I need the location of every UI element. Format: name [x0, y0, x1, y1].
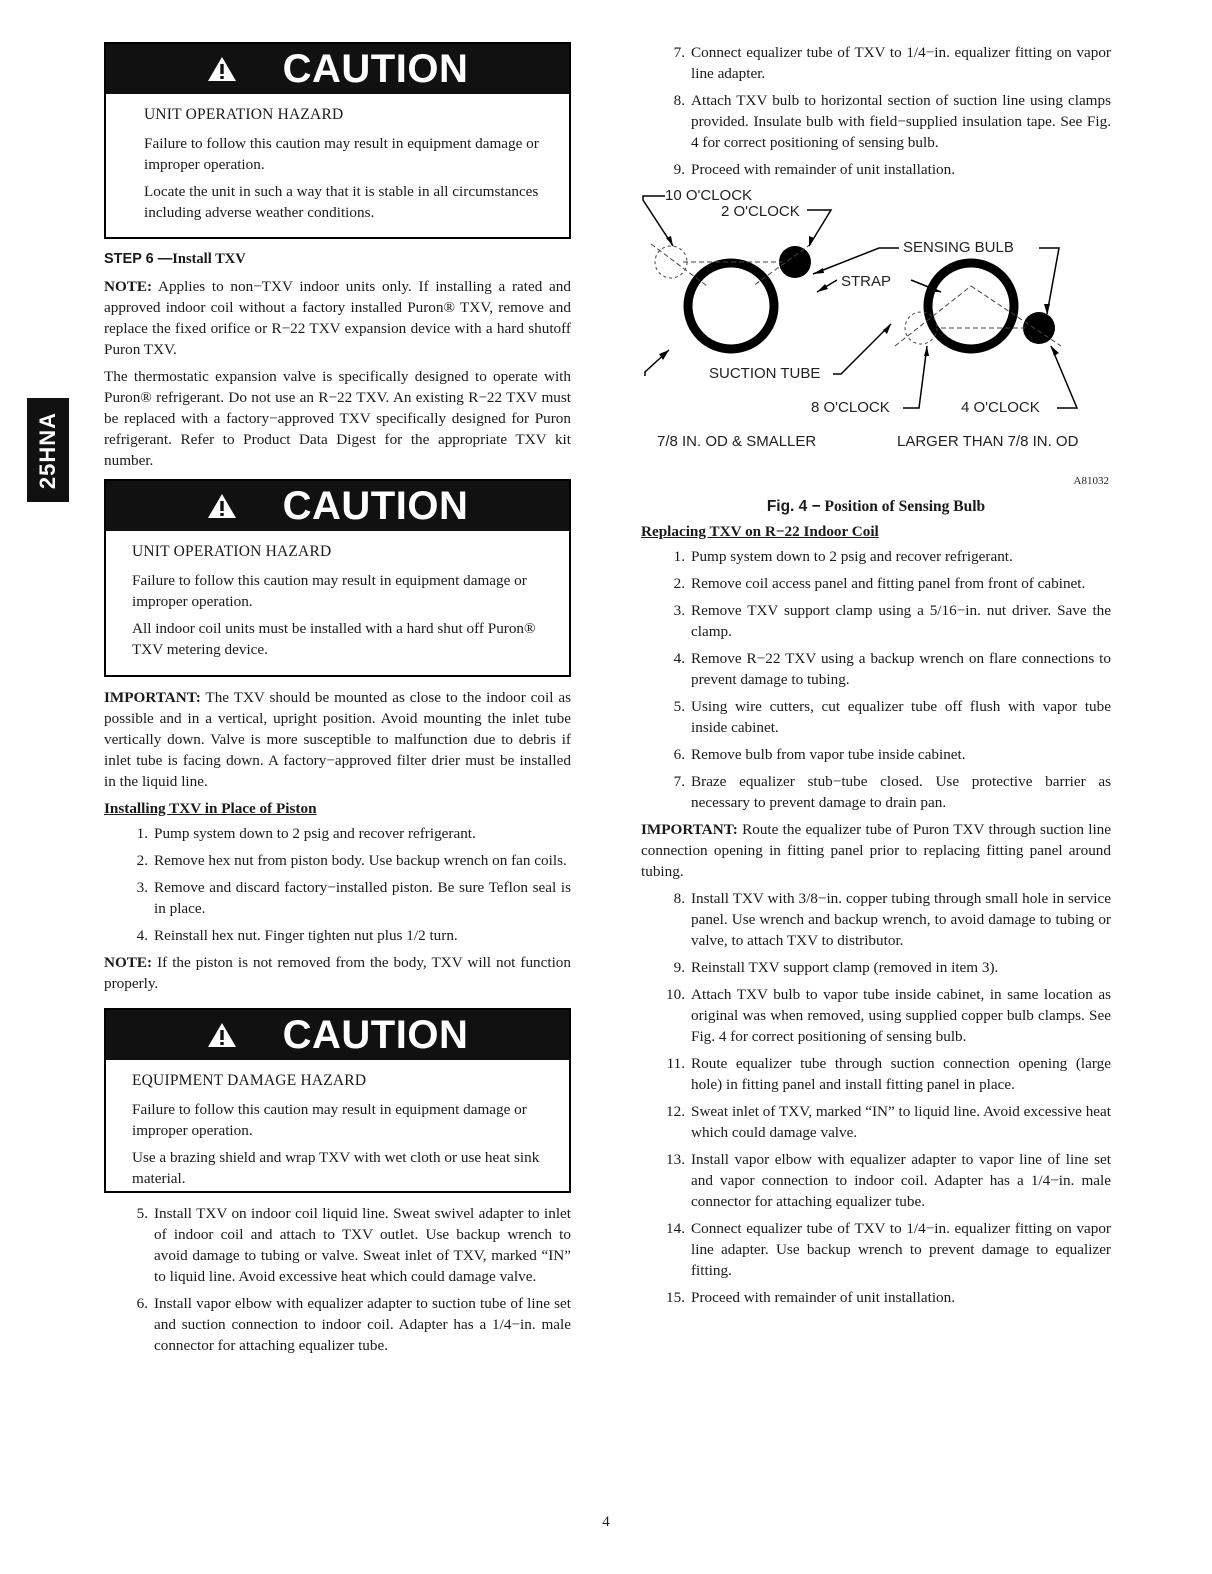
sensing-bulb-small: [779, 246, 811, 278]
item-text: Pump system down to 2 psig and recover refrigerant.: [154, 825, 476, 842]
side-tab-label: 25HNA: [35, 411, 61, 489]
right-column: [641, 42, 1111, 1314]
label-8-oclock: 8 O'CLOCK: [811, 399, 890, 416]
list-item: [104, 1293, 571, 1356]
label-sensing-bulb: SENSING BULB: [903, 239, 1014, 256]
note-label: NOTE:: [104, 954, 153, 971]
important-label: IMPORTANT:: [104, 689, 201, 706]
item-text: Remove bulb from vapor tube inside cabinet.: [691, 746, 966, 763]
item-number: 7.: [673, 773, 685, 790]
item-number: 4.: [136, 927, 148, 944]
item-number: 11.: [666, 1055, 685, 1072]
item-number: 7.: [673, 44, 685, 61]
item-text: Reinstall TXV support clamp (removed in item 3).: [691, 959, 999, 976]
item-number: 2.: [136, 852, 148, 869]
item-number: 1.: [136, 825, 148, 842]
steps-list: [104, 823, 571, 946]
list-item: [104, 1203, 571, 1287]
item-number: 12.: [666, 1103, 685, 1120]
caution-text: Failure to follow this caution may result in equipment damage or improper operation.: [132, 572, 527, 610]
item-text: Using wire cutters, cut equalizer tube off flush with vapor tube inside cabinet.: [691, 698, 1111, 736]
label-suction-tube: SUCTION TUBE: [709, 365, 821, 382]
label-4-oclock: 4 O'CLOCK: [961, 399, 1040, 416]
list-item: [104, 823, 571, 844]
item-number: 5.: [136, 1205, 148, 1222]
item-number: 9.: [673, 161, 685, 178]
note-text: If the piston is not removed from the body, TXV will not function properly.: [104, 954, 571, 992]
list-item: [641, 1101, 1111, 1143]
item-text: Attach TXV bulb to vapor tube inside cabinet, in same location as original was when removed, using supplied copper bulb clamps. See Fig. 4 for correct positioning of sensing bulb.: [691, 986, 1111, 1045]
list-item: [641, 90, 1111, 153]
caution-text: Failure to follow this caution may result in equipment damage or improper operation.: [144, 135, 539, 173]
warning-triangle-icon: [207, 56, 237, 82]
list-item: [641, 159, 1111, 180]
list-item: [641, 744, 1111, 765]
list-item: [641, 1218, 1111, 1281]
caution-title: CAUTION: [282, 1012, 469, 1057]
item-text: Braze equalizer stub−tube closed. Use protective barrier as necessary to prevent damage to drain pan.: [691, 773, 1111, 811]
item-text: Remove TXV support clamp using a 5/16−in. nut driver. Save the clamp.: [691, 602, 1111, 640]
warning-triangle-icon: [207, 1022, 237, 1048]
figure-code: A81032: [1073, 475, 1109, 487]
page-number: 4: [602, 1514, 610, 1530]
hazard-title: EQUIPMENT DAMAGE HAZARD: [132, 1072, 367, 1089]
list-item: [104, 850, 571, 871]
step-number: STEP 6 —: [104, 251, 173, 267]
list-item: [641, 1149, 1111, 1212]
item-number: 9.: [673, 959, 685, 976]
caution-header: [106, 44, 569, 94]
caution-box-1: [104, 42, 571, 239]
list-item: [104, 925, 571, 946]
caution-title: CAUTION: [282, 46, 469, 91]
steps-list: [641, 546, 1111, 813]
list-item: [641, 1053, 1111, 1095]
note-label: NOTE:: [104, 278, 153, 295]
list-item: [641, 648, 1111, 690]
item-number: 8.: [673, 890, 685, 907]
item-text: Proceed with remainder of unit installation.: [691, 161, 956, 178]
step-heading: [104, 249, 571, 270]
label-2-oclock: 2 O'CLOCK: [721, 203, 800, 220]
list-item: [641, 1287, 1111, 1308]
note-paragraph: [104, 276, 571, 360]
label-10-oclock: 10 O'CLOCK: [665, 187, 753, 204]
item-number: 13.: [666, 1151, 685, 1168]
caution-text: Use a brazing shield and wrap TXV with wet cloth or use heat sink material.: [132, 1149, 540, 1187]
list-item: [641, 42, 1111, 84]
subsection-heading: Installing TXV in Place of Piston: [104, 800, 317, 817]
steps-list: [641, 42, 1111, 180]
list-item: [641, 696, 1111, 738]
note-paragraph: [104, 952, 571, 994]
figure-number: Fig. 4 −: [766, 498, 821, 515]
item-text: Pump system down to 2 psig and recover refrigerant.: [691, 548, 1013, 565]
warning-triangle-icon: [207, 493, 237, 519]
item-text: Proceed with remainder of unit installation.: [691, 1289, 956, 1306]
important-paragraph: [104, 687, 571, 792]
caution-text: Failure to follow this caution may result in equipment damage or improper operation.: [132, 1101, 527, 1139]
subsection-heading: Replacing TXV on R−22 Indoor Coil: [641, 523, 879, 540]
item-text: Install TXV on indoor coil liquid line. Sweat swivel adapter to inlet of indoor coil and attach to TXV outlet. Use backup wrench to avoid damage to tubing or valve. Sweat inlet of TXV, marked “IN” to liquid line. Avoid excessive heat which could damage valve.: [154, 1205, 571, 1285]
list-item: [641, 888, 1111, 951]
caution-text: Locate the unit in such a way that it is stable in all circumstances including adverse weather conditions.: [144, 183, 539, 221]
steps-list: [104, 1203, 571, 1356]
item-number: 1.: [673, 548, 685, 565]
important-text: Route the equalizer tube of Puron TXV through suction line connection opening in fitting panel prior to replacing fitting panel around tubing.: [641, 821, 1111, 880]
steps-list: [641, 888, 1111, 1308]
item-text: Sweat inlet of TXV, marked “IN” to liquid line. Avoid excessive heat which could damage valve.: [691, 1103, 1111, 1141]
caution-box-2: [104, 479, 571, 677]
item-text: Route equalizer tube through suction connection opening (large hole) in fitting panel and install fitting panel in place.: [691, 1055, 1111, 1093]
label-large-od: LARGER THAN 7/8 IN. OD: [897, 433, 1079, 450]
item-text: Install TXV with 3/8−in. copper tubing through small hole in service panel. Use wrench and backup wrench, to avoid damage to tubing or valve, to attach TXV to distributor.: [691, 890, 1111, 949]
hazard-title: UNIT OPERATION HAZARD: [144, 106, 344, 123]
label-strap: STRAP: [841, 273, 892, 290]
item-number: 3.: [136, 879, 148, 896]
list-item: [641, 546, 1111, 567]
item-text: Remove coil access panel and fitting panel from front of cabinet.: [691, 575, 1086, 592]
item-number: 3.: [673, 602, 685, 619]
side-tab: [27, 398, 69, 502]
list-item: [104, 877, 571, 919]
item-number: 8.: [673, 92, 685, 109]
item-number: 10.: [666, 986, 685, 1003]
label-small-od: 7/8 IN. OD & SMALLER: [657, 433, 817, 450]
item-text: Connect equalizer tube of TXV to 1/4−in. equalizer fitting on vapor line adapter. Use backup wrench to prevent damage to equalizer fitting.: [691, 1220, 1111, 1279]
item-number: 15.: [666, 1289, 685, 1306]
important-paragraph: [641, 819, 1111, 882]
left-column: [104, 42, 571, 1362]
figure-caption: [641, 496, 1111, 517]
item-number: 6.: [673, 746, 685, 763]
important-label: IMPORTANT:: [641, 821, 738, 838]
item-number: 4.: [673, 650, 685, 667]
sensing-bulb-large: [1023, 312, 1055, 344]
sensing-bulb-diagram: [641, 186, 1111, 496]
item-text: Connect equalizer tube of TXV to 1/4−in. equalizer fitting on vapor line adapter.: [691, 44, 1111, 82]
item-text: Attach TXV bulb to horizontal section of suction line using clamps provided. Insulate bulb with field−supplied insulation tape. See Fig. 4 for correct positioning of sensing bulb.: [691, 92, 1111, 151]
item-number: 14.: [666, 1220, 685, 1237]
item-text: Install vapor elbow with equalizer adapter to vapor line of line set and vapor connection to indoor coil. Adapter has a 1/4−in. male connector for attaching equalizer tube.: [691, 1151, 1111, 1210]
caution-header: [106, 481, 569, 531]
list-item: [641, 771, 1111, 813]
note-text: Applies to non−TXV indoor units only. If installing a rated and approved indoor coil without a factory installed Puron® TXV, remove and replace the fixed orifice or R−22 TXV expansion device with a hard shutoff Puron TXV.: [104, 278, 571, 358]
suction-tube-small: [688, 263, 774, 349]
item-number: 2.: [673, 575, 685, 592]
list-item: [641, 984, 1111, 1047]
body-paragraph: The thermostatic expansion valve is specifically designed to operate with Puron® refrigerant. Do not use an R−22 TXV. An existing R−22 TXV must be replaced with a factory−approved TXV specifically designed for Puron refrigerant. Refer to Product Data Digest for the appropriate TXV kit number.: [104, 368, 571, 469]
caution-header: [106, 1010, 569, 1060]
step-title: Install TXV: [172, 251, 246, 267]
caution-title: CAUTION: [282, 483, 469, 528]
list-item: [641, 600, 1111, 642]
item-number: 5.: [673, 698, 685, 715]
item-text: Remove hex nut from piston body. Use backup wrench on fan coils.: [154, 852, 567, 869]
list-item: [641, 957, 1111, 978]
figure-title: Position of Sensing Bulb: [820, 498, 986, 515]
item-text: Remove and discard factory−installed piston. Be sure Teflon seal is in place.: [154, 879, 571, 917]
item-text: Install vapor elbow with equalizer adapter to suction tube of line set and suction connection to indoor coil. Adapter has a 1/4−in. male connector for attaching equalizer tube.: [154, 1295, 571, 1354]
item-text: Remove R−22 TXV using a backup wrench on flare connections to prevent damage to tubing.: [691, 650, 1111, 688]
list-item: [641, 573, 1111, 594]
caution-text: All indoor coil units must be installed with a hard shut off Puron® TXV metering device.: [132, 620, 536, 658]
item-number: 6.: [136, 1295, 148, 1312]
caution-box-3: [104, 1008, 571, 1193]
item-text: Reinstall hex nut. Finger tighten nut plus 1/2 turn.: [154, 927, 458, 944]
figure-sensing-bulb: [641, 186, 1111, 496]
important-text: The TXV should be mounted as close to the indoor coil as possible and in a vertical, upright position. Avoid mounting the inlet tube vertically down. Valve is more susceptible to malfunction due to debris if inlet tube is facing down. A factory−approved filter drier must be installed in the liquid line.: [104, 689, 571, 790]
hazard-title: UNIT OPERATION HAZARD: [132, 543, 332, 560]
